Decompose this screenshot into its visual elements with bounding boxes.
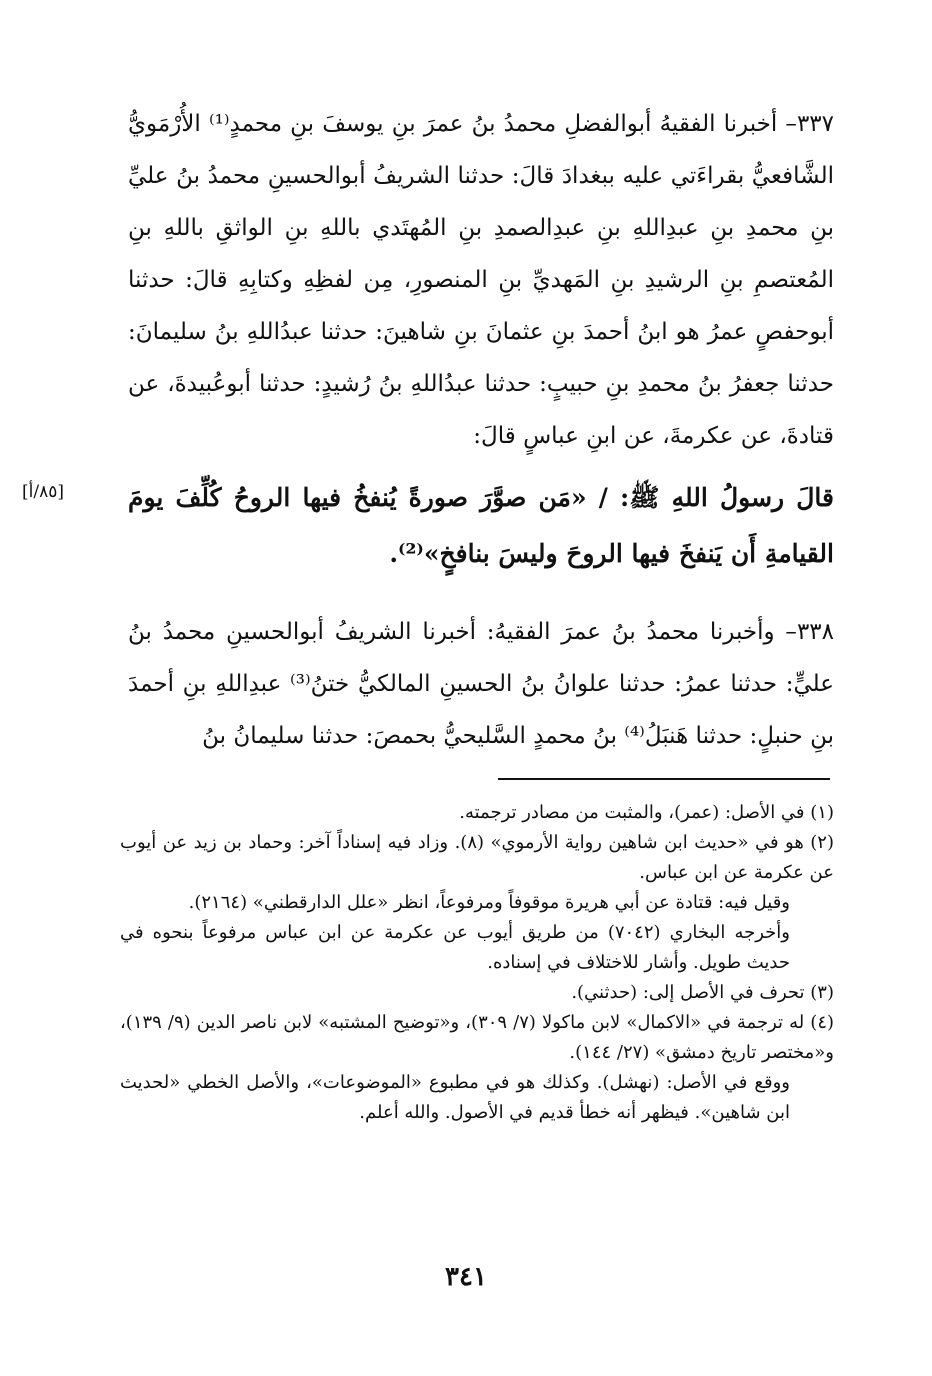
footnotes <box>120 798 834 1128</box>
footnote-2-continued: وقيل فيه: قتادة عن أبي هريرة موقوفاً ومرفوعاً، انظر «علل الدارقطني» (٢١٦٤). <box>188 892 790 913</box>
footnote-4: (٤) له ترجمة في «الاكمال» لابن ماكولا (٧/ ٣٠٩)، و«توضيح المشتبه» لابن ناصر الدين (٩/ ١٣٩)، و«مختصر تاريخ دمشق» (٢٧/ ١٤٤). <box>120 1012 835 1063</box>
footnote-1: (١) في الأصل: (عمر)، والمثبت من مصادر ترجمته. <box>459 802 834 823</box>
footnote-3: (٣) تحرف في الأصل إلى: (حدثني). <box>571 982 834 1003</box>
folio-marker: [٨٥/أ] <box>22 482 64 502</box>
paragraph-337: ٣٣٧– أخبرنا الفقيهُ أبوالفضلِ محمدُ بنُ عمرَ بنِ يوسفَ بنِ محمدٍ⁽¹⁾ الأُرْمَويُّ الشَّافعيُّ بقراءَتي عليه ببغدادَ قالَ: حدثنا الشريفُ أبوالحسينِ محمدُ بنُ عليِّ بنِ محمدِ بنِ عبدِاللهِ بنِ عبدِالصمدِ بنِ المُهتَدي باللهِ بنِ الواثقِ باللهِ بنِ المُعتصمِ بنِ الرشيدِ بنِ المَهديِّ بنِ المنصورِ، مِن لفظِهِ وكتابِهِ قالَ: حدثنا أبوحفصٍ عمرُ هو ابنُ أحمدَ بنِ عثمانَ بنِ شاهينَ: حدثنا عبدُاللهِ بنُ سليمانَ: حدثنا جعفرُ بنُ محمدِ بنِ حبيبٍ: حدثنا عبدُاللهِ بنُ رُشيدٍ: حدثنا أبوعُبيدةَ، عن قتادةَ، عن عكرمةَ، عن ابنِ عباسٍ قالَ: <box>128 111 834 449</box>
paragraph-338: ٣٣٨– وأخبرنا محمدُ بنُ عمرَ الفقيهُ: أخبرنا الشريفُ أبوالحسينِ محمدُ بنُ عليٍّ: حدثنا عمرُ: حدثنا علوانُ بنُ الحسينِ المالكيُّ ختنُ⁽³⁾ عبدِاللهِ بنِ أحمدَ بنِ حنبلٍ: حدثنا هَنبَلُ⁽⁴⁾ بنُ محمدٍ السَّليحيُّ بحمصَ: حدثنا سليمانُ بنُ <box>128 619 834 749</box>
page-number: ٣٤١ <box>445 1262 487 1292</box>
footnote-2-continued: وأخرجه البخاري (٧٠٤٢) من طريق أيوب عن عكرمة عن ابن عباس مرفوعاً بنحوه في حديث طويل. وأشار للاختلاف في إسناده. <box>120 922 790 973</box>
footnote-separator <box>498 778 830 780</box>
hadith-text: قالَ رسولُ اللهِ ﷺ: / «مَن صوَّرَ صورةً يُنفخُ فيها الروحُ كُلِّفَ يومَ القيامةِ أَن يَنفخَ فيها الروحَ وليسَ بنافخٍ»⁽²⁾. <box>128 483 834 568</box>
footnote-2: (٢) هو في «حديث ابن شاهين رواية الأرموي» (٨). وزاد فيه إسناداً آخر: وحماد بن زيد عن أيوب عن عكرمة عن ابن عباس. <box>120 832 834 883</box>
footnote-4-continued: ووقع في الأصل: (نهشل). وكذلك هو في مطبوع «الموضوعات»، والأصل الخطي «لحديث ابن شاهين». فيظهر أنه خطأ قديم في الأصول. والله أعلم. <box>120 1072 790 1123</box>
